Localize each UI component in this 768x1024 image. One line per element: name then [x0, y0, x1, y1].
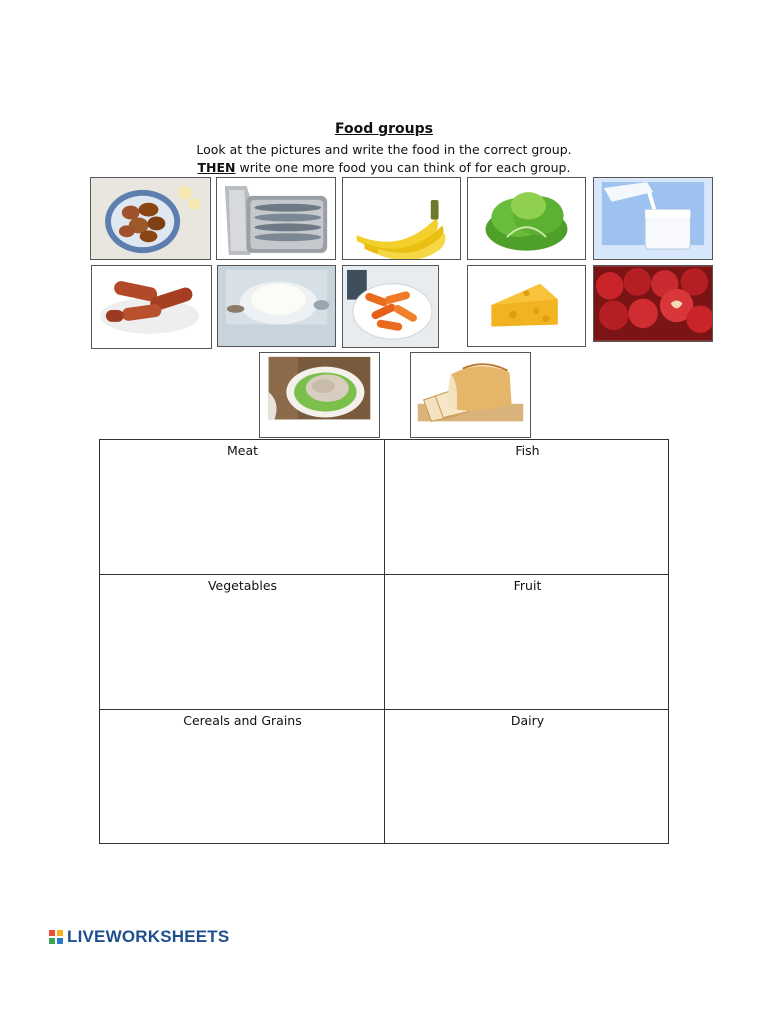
worksheet-title: Food groups — [335, 121, 433, 137]
rice-icon[interactable] — [217, 265, 336, 347]
logo-mark-icon — [49, 930, 64, 945]
group-label-meat: Meat — [226, 443, 259, 458]
cheese-icon[interactable] — [467, 265, 586, 347]
sausages-icon[interactable] — [91, 265, 212, 349]
sardines-tin-icon[interactable] — [216, 177, 336, 260]
fried-chicken-icon[interactable] — [90, 177, 211, 260]
instruction-emphasis: THEN — [197, 160, 236, 175]
group-box-meat[interactable] — [100, 440, 385, 575]
group-box-dairy[interactable] — [385, 710, 670, 845]
group-label-dairy: Dairy — [510, 713, 545, 728]
lettuce-icon[interactable] — [467, 177, 586, 260]
logo-text: LIVEWORKSHEETS — [67, 927, 230, 946]
group-box-vegetables[interactable] — [100, 575, 385, 710]
group-label-vegetables: Vegetables — [207, 578, 278, 593]
bread-icon[interactable] — [410, 352, 531, 438]
group-box-fruit[interactable] — [385, 575, 670, 710]
group-box-cereals[interactable] — [100, 710, 385, 845]
group-label-fish: Fish — [515, 443, 540, 458]
group-label-cereals: Cereals and Grains — [183, 713, 302, 728]
carrots-icon[interactable] — [342, 265, 439, 348]
instruction-line-2 — [0, 160, 768, 175]
instruction-line-1: Look at the pictures and write the food in the correct group. — [196, 142, 572, 157]
apples-icon[interactable] — [593, 265, 713, 342]
sorting-table — [99, 439, 669, 844]
milk-icon[interactable] — [593, 177, 713, 260]
bananas-icon[interactable] — [342, 177, 461, 260]
group-box-fish[interactable] — [385, 440, 670, 575]
group-label-fruit: Fruit — [513, 578, 542, 593]
tuna-salad-icon[interactable] — [259, 352, 380, 438]
liveworksheets-logo[interactable] — [49, 927, 229, 947]
instruction-line-2-rest: write one more food you can think of for each group. — [235, 160, 571, 175]
